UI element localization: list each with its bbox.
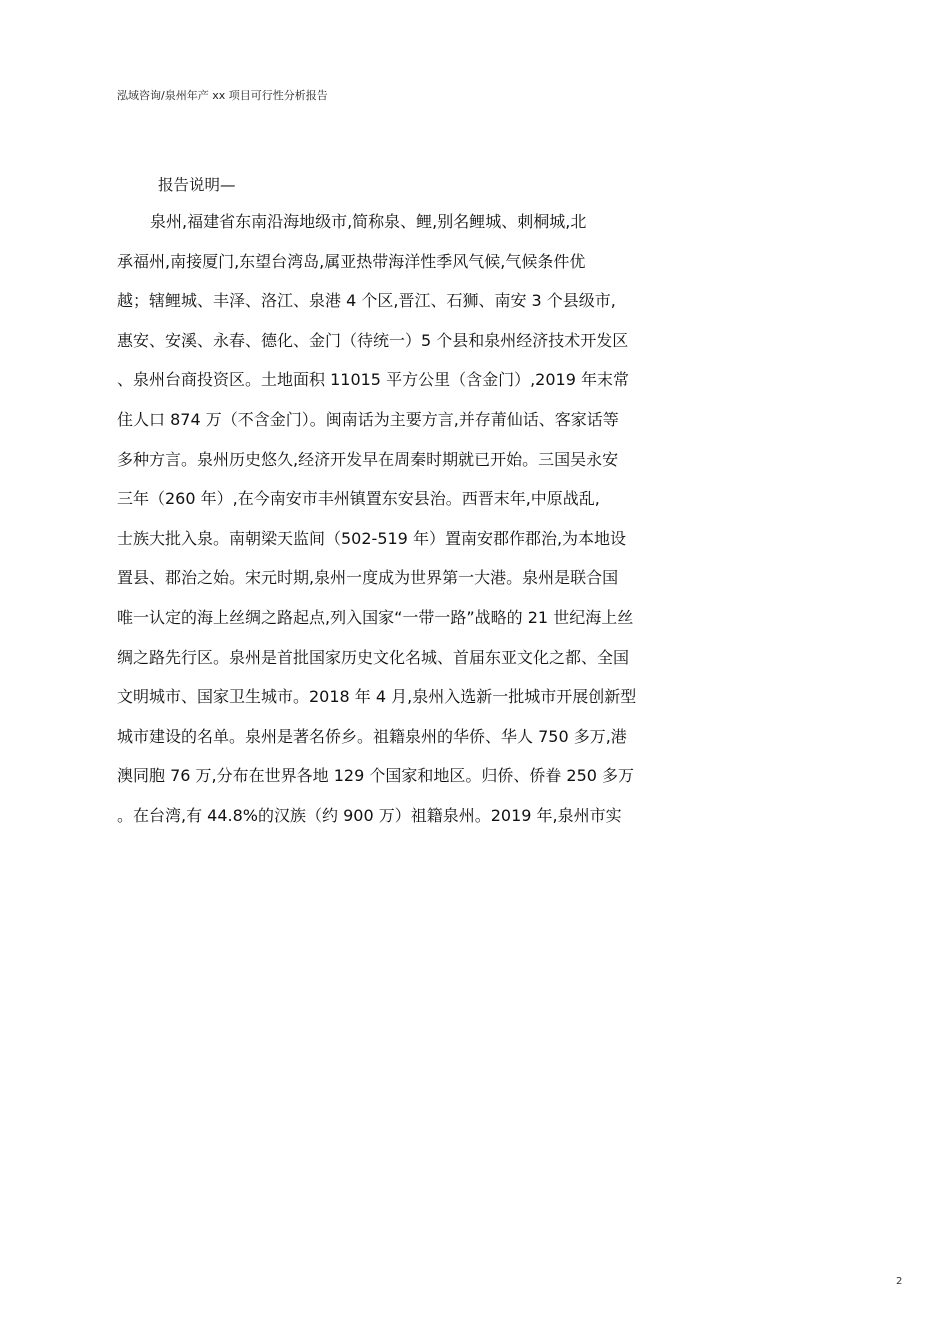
body-line: 承福州,南接厦门,东望台湾岛,属亚热带海洋性季风气候,气候条件优: [117, 251, 586, 271]
body-line: 城市建设的名单。泉州是著名侨乡。祖籍泉州的华侨、华人 750 多万,港: [117, 726, 627, 746]
body-line: 士族大批入泉。南朝梁天监间（502-519 年）置南安郡作郡治,为本地设: [117, 528, 627, 548]
body-line: 绸之路先行区。泉州是首批国家历史文化名城、首届东亚文化之都、全国: [117, 647, 630, 667]
body-line: 越；辖鲤城、丰泽、洛江、泉港 4 个区,晋江、石狮、南安 3 个县级市,: [117, 291, 616, 311]
body-line: 泉州,福建省东南沿海地级市,简称泉、鲤,别名鲤城、刺桐城,北: [150, 212, 587, 231]
body-line: 惠安、安溪、永春、德化、金门（待统一）5 个县和泉州经济技术开发区: [117, 330, 629, 350]
body-line: 置县、郡治之始。宋元时期,泉州一度成为世界第一大港。泉州是联合国: [117, 568, 619, 588]
section-title: 报告说明—: [158, 176, 236, 194]
page-number: 2: [896, 1276, 903, 1287]
body-line: 多种方言。泉州历史悠久,经济开发早在周秦时期就已开始。三国吴永安: [117, 449, 619, 469]
body-line: 住人口 874 万（不含金门）。闽南话为主要方言,并存莆仙话、客家话等: [117, 409, 619, 429]
body-line: 三年（260 年）,在今南安市丰州镇置东安县治。西晋末年,中原战乱,: [117, 489, 600, 509]
body-line: 澳同胞 76 万,分布在世界各地 129 个国家和地区。归侨、侨眷 250 多万: [117, 766, 635, 786]
body-paragraph: [117, 206, 677, 840]
body-line: 文明城市、国家卫生城市。2018 年 4 月,泉州入选新一批城市开展创新型: [117, 687, 637, 707]
body-line: 、泉州台商投资区。土地面积 11015 平方公里（含金门）,2019 年末常: [117, 370, 629, 390]
page-header: 泓域咨询/泉州年产 xx 项目可行性分析报告: [117, 89, 328, 102]
body-line: 唯一认定的海上丝绸之路起点,列入国家“一带一路”战略的 21 世纪海上丝: [117, 607, 634, 627]
body-line: 。在台湾,有 44.8%的汉族（约 900 万）祖籍泉州。2019 年,泉州市实: [117, 805, 622, 825]
